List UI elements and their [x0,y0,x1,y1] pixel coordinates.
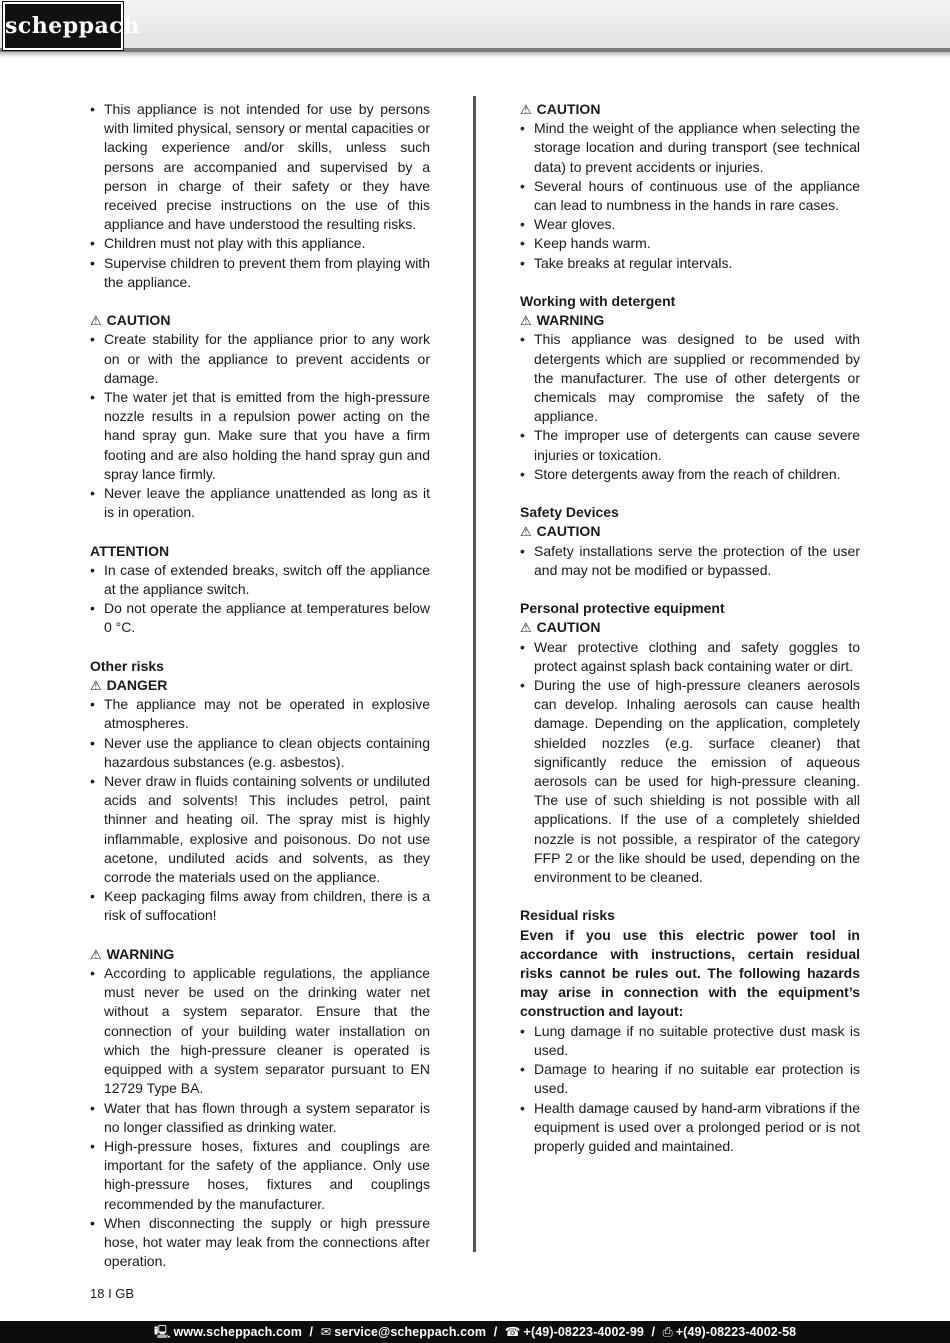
footer-website[interactable]: www.scheppach.com [173,1325,302,1339]
email-icon: ✉ [320,1325,332,1339]
right-column [520,100,860,1156]
list-item: • Water that has flown through a system separator is no longer classified as drinking water. [90,1099,430,1137]
list-item: • Keep hands warm. [520,234,860,253]
section [90,657,430,926]
warning-icon: ⚠ [90,678,102,694]
heading-label: WARNING [536,312,605,329]
footer-separator: / [309,1325,314,1339]
footer-separator: / [493,1325,498,1339]
section-heading [90,311,430,330]
list-item: • This appliance was designed to be used with detergents which are supplied or recommended by the manufacturer. The use of other detergents or chemicals may compromise the safety of the appliance. [520,330,860,426]
bullet-list [520,119,860,273]
list-item: • Lung damage if no suitable protective dust mask is used. [520,1022,860,1060]
section-heading [520,522,860,541]
list-item: • Never leave the appliance unattended as long as it is in operation. [90,484,430,522]
heading-label: CAUTION [536,101,601,117]
list-item: • During the use of high-pressure cleaners aerosols can develop. Inhaling aerosols can cause health damage. Depending on the application, completely shielded nozzles (e.g. surface cleaner) that significantly reduce the emission of aqueous aerosols can be used for high-pressure cleaning. The use of such shielding is not possible with all applications. If the use of a completely shielded nozzle is not possible, a respirator of the category FFP 2 or the like should be used, depending on the environment to be cleaned. [520,676,860,887]
heading-label: CAUTION [106,312,171,329]
footer-email[interactable]: service@scheppach.com [334,1325,487,1339]
computer-icon: 🖳 [153,1325,171,1339]
list-item: • Never draw in fluids containing solvents or undiluted acids and solvents! This includes petrol, paint thinner and heating oil. The spray mist is highly inflammable, explosive and poisonous. Do not use acetone, undiluted acids and solvents, as they corrode the materials used on the appliance. [90,772,430,887]
section [520,599,860,887]
list-item: • This appliance is not intended for use by persons with limited physical, sensory or mental capacities or lacking experience and/or skills, unless such persons are accompanied and supervised by a person in charge of their safety or they have received precise instructions on the use of this appliance and have understood the resulting risks. [90,100,430,234]
scheppach-logo: scheppach [3,2,123,50]
heading-label: DANGER [106,677,168,694]
footer-phone: +(49)-08223-4002-99 [523,1325,644,1339]
section [520,292,860,484]
section-title: Working with detergent [520,293,676,310]
warning-icon: ⚠ [90,313,102,329]
list-item: • The water jet that is emitted from the high-pressure nozzle results in a repulsion power acting on the hand spray gun. Make sure that you have a firm footing and are also holding the hand spray gun and spray lance firmly. [90,388,430,484]
section-title: Safety Devices [520,504,619,521]
list-item: • Supervise children to prevent them from playing with the appliance. [90,254,430,292]
fax-icon: ⎙ [662,1325,673,1339]
warning-icon: ⚠ [520,524,532,540]
warning-icon: ⚠ [520,102,532,117]
heading-label: CAUTION [536,523,601,540]
section-title: Personal protective equipment [520,600,725,617]
list-item: • Create stability for the appliance prior to any work on or with the appliance to prevent accidents or damage. [90,330,430,388]
section-intro: Even if you use this electric power tool in accordance with instructions, certain residual risks cannot be rules out. The following hazards may arise in connection with the equipment’s construction and layout: [520,926,860,1020]
header-shadow [0,52,950,58]
bullet-list [90,561,430,638]
phone-icon: ☎ [504,1325,521,1339]
header-band [0,0,950,48]
section [90,542,430,638]
section [520,100,860,273]
heading-label: CAUTION [536,619,601,636]
section-heading [520,311,860,330]
footer-fax: +(49)-08223-4002-58 [675,1325,797,1339]
heading-label: ATTENTION [90,542,170,559]
section-heading [520,618,860,637]
list-item: • High-pressure hoses, fixtures and couplings are important for the safety of the appliance. Only use high-pressure hoses, fixtures and couplings recommended by the manufacturer. [90,1137,430,1214]
bullet-list [520,330,860,484]
list-item: • Damage to hearing if no suitable ear protection is used. [520,1060,860,1098]
list-item: • Keep packaging films away from children, there is a risk of suffocation! [90,887,430,925]
list-item: • Several hours of continuous use of the appliance can lead to numbness in the hands in rare cases. [520,177,860,215]
section [520,503,860,580]
bullet-list [520,638,860,888]
list-item: • According to applicable regulations, the appliance must never be used on the drinking water net without a system separator. Ensure that the connection of your building water installation on which the high-pressure cleaner is operated is equipped with a system separator pursuant to EN 12729 Type BA. [90,964,430,1098]
bullet-list [90,330,430,522]
list-item: • Wear protective clothing and safety goggles to protect against splash back containing water or dirt. [520,638,860,676]
section-heading [90,945,430,964]
section [90,311,430,522]
list-item: • Wear gloves. [520,215,860,234]
list-item: • The appliance may not be operated in explosive atmospheres. [90,695,430,733]
list-item: • The improper use of detergents can cause severe injuries or toxication. [520,426,860,464]
warning-icon: ⚠ [520,313,532,329]
bullet-list [90,964,430,1271]
bullet-list [520,542,860,580]
page-number: 18 I GB [90,1286,135,1301]
left-column [90,100,430,1271]
heading-label: WARNING [106,945,175,962]
list-item: • Mind the weight of the appliance when selecting the storage location and during transport (see technical data) to prevent accidents or injuries. [520,119,860,177]
warning-icon: ⚠ [520,620,532,636]
column-divider [473,96,476,1252]
list-item: • Do not operate the appliance at temperatures below 0 °C. [90,599,430,637]
list-item: • Never use the appliance to clean objects containing hazardous substances (e.g. asbestos). [90,734,430,772]
list-item: • In case of extended breaks, switch off the appliance at the appliance switch. [90,561,430,599]
section-heading [90,676,430,695]
footer-separator: / [651,1325,656,1339]
footer-bar [0,1321,950,1343]
section-heading [520,100,860,119]
list-item: • Children must not play with this appliance. [90,234,430,253]
section-title: Residual risks [520,907,615,924]
list-item: • Safety installations serve the protection of the user and may not be modified or bypassed. [520,542,860,580]
list-item: • Health damage caused by hand-arm vibrations if the equipment is used over a prolonged period or is not properly guided and maintained. [520,1099,860,1157]
bullet-list [90,100,430,292]
section [90,945,430,1271]
section [520,906,860,1156]
bullet-list [90,695,430,925]
list-item: • Take breaks at regular intervals. [520,254,860,273]
bullet-list [520,1022,860,1156]
section-title: Other risks [90,657,164,674]
list-item: • Store detergents away from the reach of children. [520,465,860,484]
section [90,100,430,292]
list-item: • When disconnecting the supply or high pressure hose, hot water may leak from the connections after operation. [90,1214,430,1272]
warning-icon: ⚠ [90,946,102,962]
section-heading [90,542,430,561]
